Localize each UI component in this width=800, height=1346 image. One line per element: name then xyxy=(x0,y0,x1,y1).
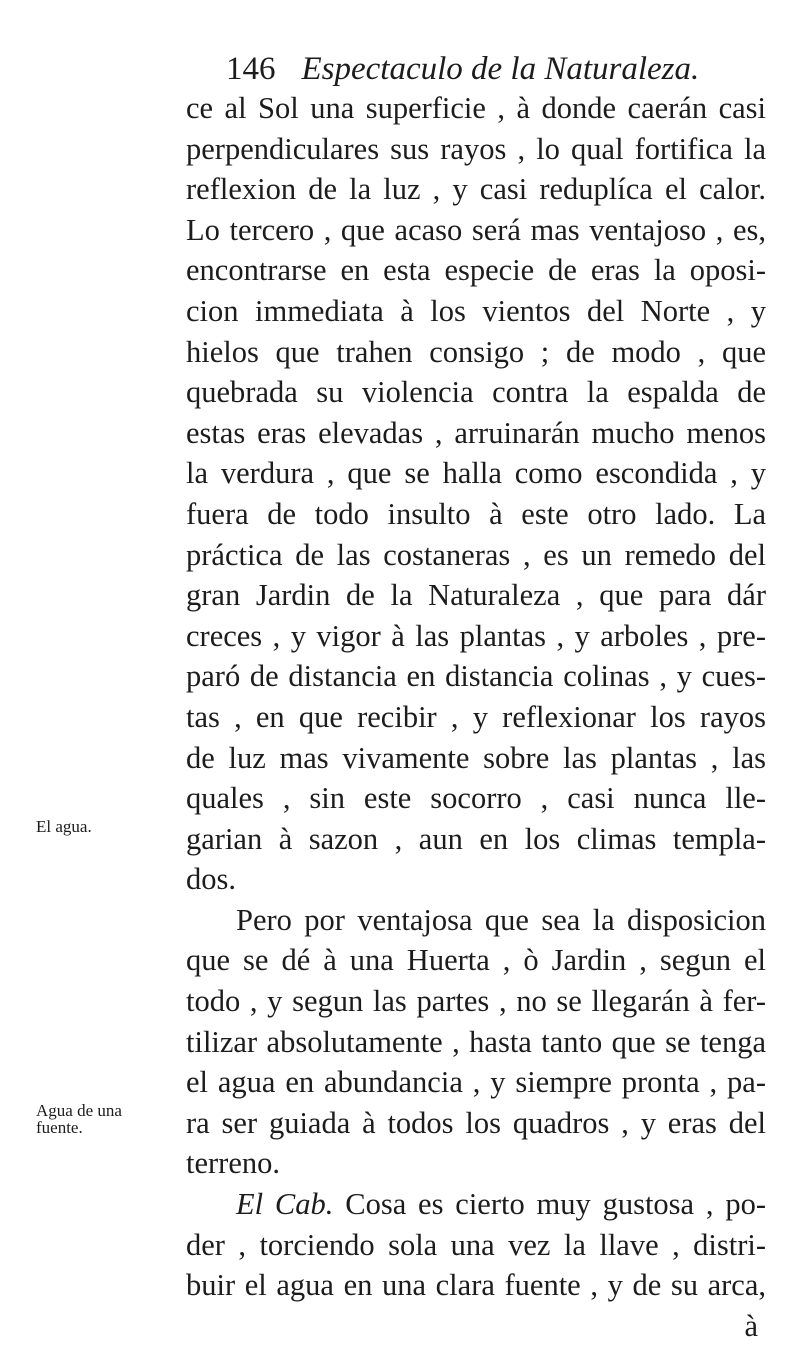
margin-note-el-agua: El agua. xyxy=(36,817,92,836)
text-line: terreno. xyxy=(186,1146,280,1181)
text-line: garian à sazon , aun en los climas templa- xyxy=(186,821,766,856)
text-line: gran Jardin de la Naturaleza , que para dár xyxy=(186,578,766,613)
text-line: perpendiculares sus rayos , lo qual fortifica la xyxy=(186,131,766,166)
margin-note-agua-fuente: Agua de una fuente. xyxy=(36,1101,122,1137)
body-text xyxy=(186,88,766,1346)
speaker-text: Cosa es cierto muy gustosa , po- xyxy=(345,1187,767,1222)
text-line: reflexion de la luz , y casi reduplíca el calor. xyxy=(186,172,766,207)
speaker-line xyxy=(186,1184,766,1225)
text-line: creces , y vigor à las plantas , y arboles , pre- xyxy=(186,618,766,653)
text-line: estas eras elevadas , arruinarán mucho menos xyxy=(186,415,766,450)
text-line: práctica de las costaneras , es un remedo del xyxy=(186,537,766,572)
text-line: ra ser guiada à todos los quadros , y eras del xyxy=(186,1105,766,1140)
text-line: la verdura , que se halla como escondida , y xyxy=(186,456,766,491)
text-line: tas , en que recibir , y reflexionar los rayos xyxy=(186,699,766,734)
text-line: buir el agua en una clara fuente , y de su arca, xyxy=(186,1268,766,1303)
text-line: tilizar absolutamente , hasta tanto que se tenga xyxy=(186,1024,766,1059)
text-line: quales , sin este socorro , casi nunca lle- xyxy=(186,781,766,816)
text-line: dos. xyxy=(186,862,236,897)
page-number: 146 xyxy=(226,51,276,87)
text-line: de luz mas vivamente sobre las plantas , las xyxy=(186,740,766,775)
text-line: encontrarse en esta especie de eras la oposi- xyxy=(186,253,766,288)
text-line: Lo tercero , que acaso será mas ventajoso , es, xyxy=(186,212,766,247)
text-line: quebrada su violencia contra la espalda de xyxy=(186,375,766,410)
text-line: ce al Sol una superficie , à donde caerán casi xyxy=(186,91,766,125)
text-line: cion immediata à los vientos del Norte , y xyxy=(186,293,766,328)
text-line: der , torciendo sola una vez la llave , distri- xyxy=(186,1227,766,1262)
running-title: Espectaculo de la Naturaleza. xyxy=(301,51,700,87)
speaker-name: El Cab. xyxy=(236,1187,334,1222)
text-line: el agua en abundancia , y siempre pronta , pa- xyxy=(186,1065,766,1100)
text-line: que se dé à una Huerta , ò Jardin , segun el xyxy=(186,943,766,978)
text-line: fuera de todo insulto à este otro lado. La xyxy=(186,496,766,531)
text-line: todo , y segun las partes , no se llegarán à fer- xyxy=(186,984,766,1019)
text-line: paró de distancia en distancia colinas , y cues- xyxy=(186,659,766,694)
text-line: hielos que trahen consigo ; de modo , que xyxy=(186,334,766,369)
page-header xyxy=(226,50,699,88)
text-line: Pero por ventajosa que sea la disposicion xyxy=(236,902,766,937)
catchword: à xyxy=(744,1308,758,1343)
